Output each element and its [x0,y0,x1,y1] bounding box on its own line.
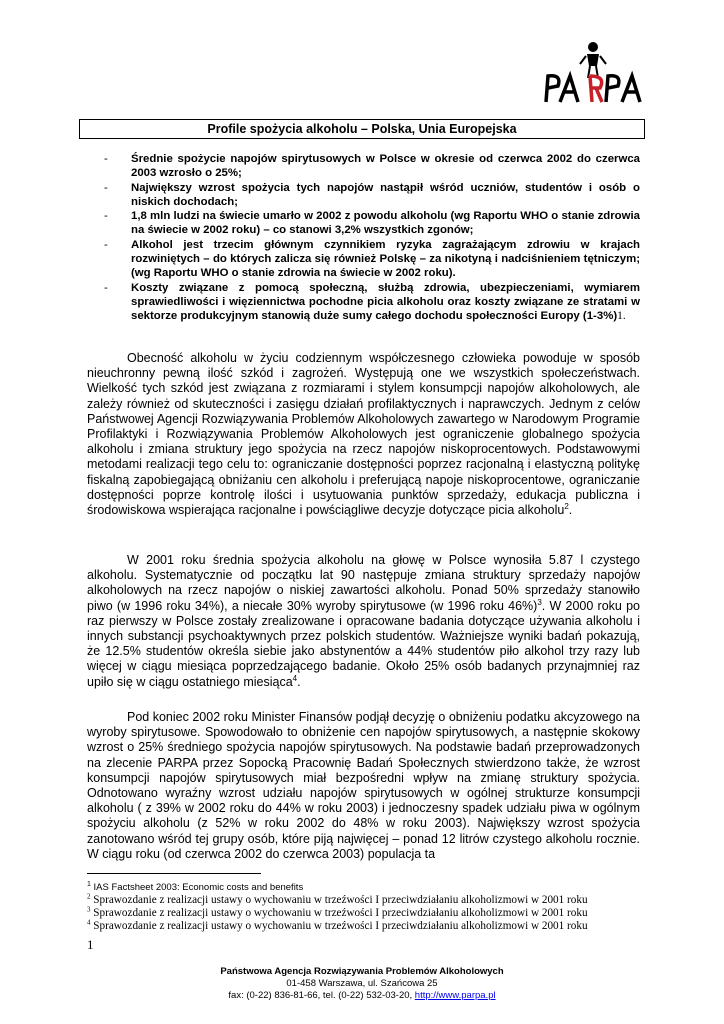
bullet-dash: - [104,153,108,165]
footnote-ref: 1. [617,310,626,323]
footnotes [87,881,647,933]
paragraph-1 [87,351,640,518]
list-item [104,281,640,324]
footnote [87,894,647,907]
paragraph-2-end: . [297,674,301,689]
footnote [87,881,647,894]
footer-org: Państwowa Agencja Rozwiązywania Problemów Alkoholowych [220,966,504,977]
footnote-text: Sprawozdanie z realizacji ustawy o wychowaniu w trzeźwości I przeciwdziałaniu alkoholizmowi w 2001 roku [90,907,588,919]
key-facts-list [104,152,640,324]
list-item [104,209,640,238]
list-item [104,181,640,210]
bullet-dash: - [104,281,108,294]
footnote [87,907,647,920]
footnote-number: 4 [87,918,91,927]
list-item [104,238,640,281]
footnote-ref: 2 [564,501,569,511]
footer-contact-text: fax: (0-22) 836-81-66, tel. (0-22) 532-03-20, [228,990,415,1001]
list-item-text: Średnie spożycie napojów spirytusowych w Polsce w okresie od czerwca 2002 do czerwca 2003 wzrosło o 25%; [131,153,640,180]
page-footer [0,966,724,1002]
bullet-dash: - [104,238,108,251]
paragraph-1-text: Obecność alkoholu w życiu codziennym współczesnego człowieka powoduje w sposób nieuchronny pewną ilość szkód i zagrożeń. Występują one we wszystkich społeczeństwach. Wielkość tych szkód jest związana z rozmiarami i stylem konsumpcji napojów alkoholowych, ale zależy również od skuteczności i zasięgu działań profilaktycznych i naprawczych. Jednym z celów Państwowej Agencji Rozwiązywania Problemów Alkoholowych zawartego w Narodowym Programie Profilaktyki i Rozwiązywania Problemów Alkoholowych jest ograniczenie globalnego spożycia alkoholu i zmiana struktury jego spożycia na rzecz napojów niskoprocentowych. Podstawowymi metodami realizacji tego celu to: ograniczanie dostępności poprzez racjonalną i elastyczną politykę fiskalną zapobiegającą obniżaniu cen alkoholu i preferującą napoje niskoprocentowe, ograniczanie dostępności poprze kontrolę ilości i usytuowania punktów sprzedaży, edukacja publiczna i środowiskowa wspierająca racjonalne i powściągliwe decyzje dotyczące picia alkoholu [87,351,640,518]
bullet-dash: - [104,210,108,223]
website-link[interactable]: http://www.parpa.pl [414,990,496,1001]
list-item-text: Największy wzrost spożycia tych napojów nastąpił wśród uczniów, studentów i osób o niskich dochodach; [131,181,640,208]
footnote-text: IAS Factsheet 2003: Economic costs and benefits [90,882,304,893]
footnote-number: 1 [87,880,91,888]
footer-contact [0,990,724,1002]
list-item [104,152,640,181]
paragraph-2b-text: . W 2000 roku po raz pierwszy w Polsce zostały zrealizowane i opracowane badania dotyczące używania alkoholu i innych substancji psychoaktywnych przez polskich studentów. Ważniejsze wyniki badań pokazują, że 12.5% studentów określa siebie jako abstynentów a 44% studentów piło alkohol trzy razy lub więcej w ciągu miesiąca poprzedzającego badanie. Około 25% osób badanych przynajmniej raz upiło się w ciągu ostatniego miesiąca [87,598,640,689]
footnote-ref: 4 [292,673,298,683]
footer-address: 01-458 Warszawa, ul. Szańcowa 25 [286,978,438,989]
bullet-dash: - [104,181,108,194]
page-title: Profile spożycia alkoholu – Polska, Unia Europejska [79,119,645,139]
list-item-text: Koszty związane z pomocą społeczną, służbą zdrowia, ubezpieczeniami, wymiarem sprawiedliwości i więziennictwa pochodne picia alkoholu oraz koszty związane ze stratami w sektorze produkcyjnym stanowią duże sumy całego dochodu społeczności Europy (1-3%) [131,281,640,323]
paragraph-3 [87,710,640,862]
footnote-ref: 3 [537,597,542,607]
footnote [87,920,647,933]
paragraph-2a-text: W 2001 roku średnia spożycia alkoholu na głowę w Polsce wynosiła 5.87 l czystego alkoholu. Systematycznie od początku lat 90 następuje zmiana struktury sprzedaży napojów alkoholowych na rzecz napojów o niskiej zawartości alkoholu. Ponad 50% sprzedaży stanowiło piwo (w 1996 roku 34%), a niecałe 30% wyroby spirytusowe (w 1996 roku 46%) [87,553,640,613]
footnote-text: Sprawozdanie z realizacji ustawy o wychowaniu w trzeźwości I przeciwdziałaniu alkoholizmowi w 2001 roku [90,920,588,932]
list-item-text: Alkohol jest trzecim głównym czynnikiem ryzyka zagrażającym zdrowiu w krajach rozwiniętych – do których zalicza się również Polskę – za nikotyną i nadciśnieniem tętniczym; (wg Raportu WHO o stanie zdrowia na świecie w 2002 roku). [131,238,640,280]
list-item-text: 1,8 mln ludzi na świecie umarło w 2002 z powodu alkoholu (wg Raportu WHO o stanie zdrowia na świecie w 2002 roku) – co stanowi 3,2% wszystkich zgonów; [131,210,640,237]
footnote-number: 2 [87,892,91,901]
footnote-text: Sprawozdanie z realizacji ustawy o wychowaniu w trzeźwości I przeciwdziałaniu alkoholizmowi w 2001 roku [90,894,588,906]
paragraph-2 [87,553,640,690]
footnote-number: 3 [87,905,91,914]
paragraph-1-end: . [568,503,573,518]
logo-figure-icon [580,42,606,78]
paragraph-3-text: Pod koniec 2002 roku Minister Finansów podjął decyzję o obniżeniu podatku akcyzowego na wyroby spirytusowe. Spowodowało to obniżenie cen napojów spirytusowych, a następnie skokowy wzrost o 25% średniego spożycia napojów spirytusowych. Na podstawie badań przeprowadzonych na zlecenie PARPA przez Sopocką Pracownię Badań Społecznych stwierdzono także, że wzrost konsumpcji napojów spirytusowych miał bezpośredni wpływ na zmianę struktury spożycia. Odnotowano wyraźny wzrost udziału napojów spirytusowych w ogólnej strukturze konsumpcji alkoholu ( z 39% w 2002 roku do 44% w roku 2003) i jednoczesny spadek udziału piwa w ogólnym spożyciu alkoholu (z 52% w roku 2002 do 48% w roku 2003). Największy wzrost spożycia zanotowano wśród tej grupy osób, które piją najwięcej – ponad 12 litrów czystego alkoholu rocznie. W ciągu roku (od czerwca 2002 do czerwca 2003) populacja ta [87,710,640,861]
footnote-divider [87,873,261,874]
page-number: 1 [87,937,94,952]
parpa-logo [540,40,646,106]
